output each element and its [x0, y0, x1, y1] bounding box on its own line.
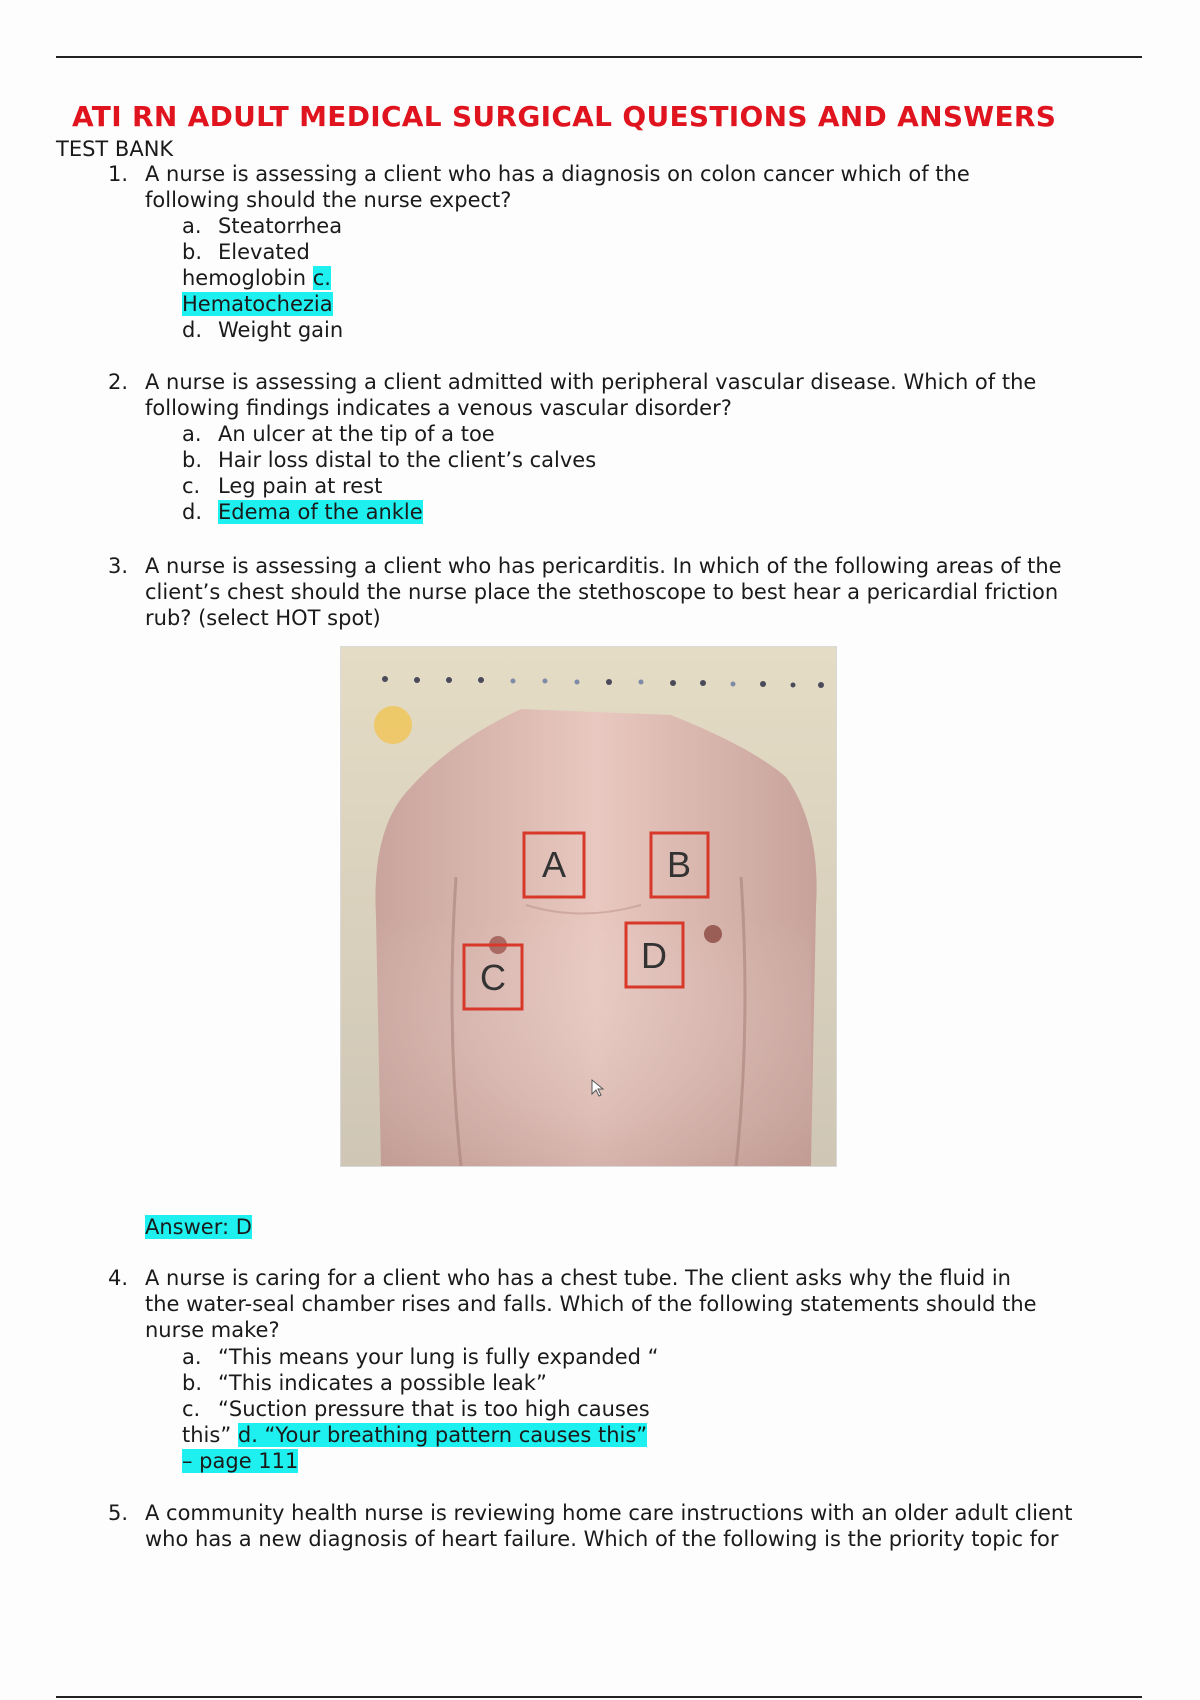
- document-title: ATI RN ADULT MEDICAL SURGICAL QUESTIONS AND ANSWERS: [72, 100, 1057, 133]
- question-text-line: A community health nurse is reviewing home care instructions with an older adult client: [145, 1501, 1073, 1525]
- question-text-line: following findings indicates a venous vascular disorder?: [145, 396, 732, 420]
- correct-answer-highlight: – page 111: [182, 1449, 299, 1473]
- answer-label: [145, 1214, 252, 1240]
- top-rule: [56, 56, 1142, 58]
- correct-answer-highlight: c.: [312, 266, 331, 290]
- document-subtitle: TEST BANK: [56, 137, 174, 161]
- question-text-line: rub? (select HOT spot): [145, 606, 381, 630]
- correct-answer-highlight: d. “Your breathing pattern causes this”: [237, 1423, 648, 1447]
- question-number: 5.: [108, 1501, 129, 1525]
- chest-hotspot-image: [340, 646, 837, 1167]
- question-number: 2.: [108, 370, 129, 394]
- question-text-line: A nurse is assessing a client who has a diagnosis on colon cancer which of the: [145, 162, 970, 186]
- option-a: a. “This means your lung is fully expanded “: [182, 1345, 659, 1369]
- question-text-line: nurse make?: [145, 1318, 280, 1342]
- option-d-page-ref: [182, 1448, 882, 1474]
- bottom-rule: [56, 1696, 1142, 1698]
- option-b: b. Hair loss distal to the client’s calves: [182, 448, 597, 472]
- question-number: 1.: [108, 162, 129, 186]
- correct-answer-highlight: Edema of the ankle: [218, 500, 423, 524]
- option-c-continued: this” d. “Your breathing pattern causes this”: [182, 1423, 648, 1447]
- question-text-line: A nurse is caring for a client who has a chest tube. The client asks why the fluid in: [145, 1266, 1011, 1290]
- option-c: c. Leg pain at rest: [182, 474, 383, 498]
- question-number: 4.: [108, 1266, 129, 1290]
- question-text-line: who has a new diagnosis of heart failure. Which of the following is the priority topic for: [145, 1527, 1059, 1551]
- option-d-correct: d. Edema of the ankle: [182, 500, 423, 524]
- question-text-line: the water-seal chamber rises and falls. Which of the following statements should the: [145, 1292, 1037, 1316]
- question-text-line: A nurse is assessing a client who has pericarditis. In which of the following areas of the: [145, 554, 1062, 578]
- hotspot-label: B: [666, 844, 692, 885]
- question-text-line: client’s chest should the nurse place the stethoscope to best hear a pericardial friction: [145, 580, 1059, 604]
- hotspot-label: C: [480, 957, 506, 998]
- yellow-dot-icon: [374, 706, 412, 744]
- correct-answer-highlight: Answer: D: [145, 1215, 252, 1239]
- option-b: b. Elevated: [182, 240, 310, 264]
- option-b-continued: hemoglobin c.: [182, 266, 331, 290]
- question-text-line: following should the nurse expect?: [145, 188, 512, 212]
- question-text-line: A nurse is assessing a client admitted with peripheral vascular disease. Which of the: [145, 370, 1037, 394]
- option-c-correct: [182, 291, 882, 317]
- hotspot-label: D: [641, 935, 667, 976]
- option-c: c. “Suction pressure that is too high causes: [182, 1397, 650, 1421]
- option-d: d. Weight gain: [182, 318, 344, 342]
- correct-answer-highlight: Hematochezia: [182, 292, 333, 316]
- question-number: 3.: [108, 554, 129, 578]
- option-a: a. Steatorrhea: [182, 214, 343, 238]
- option-a: a. An ulcer at the tip of a toe: [182, 422, 495, 446]
- nipple-right: [704, 925, 722, 943]
- hotspot-label: A: [541, 844, 567, 885]
- option-b: b. “This indicates a possible leak”: [182, 1371, 547, 1395]
